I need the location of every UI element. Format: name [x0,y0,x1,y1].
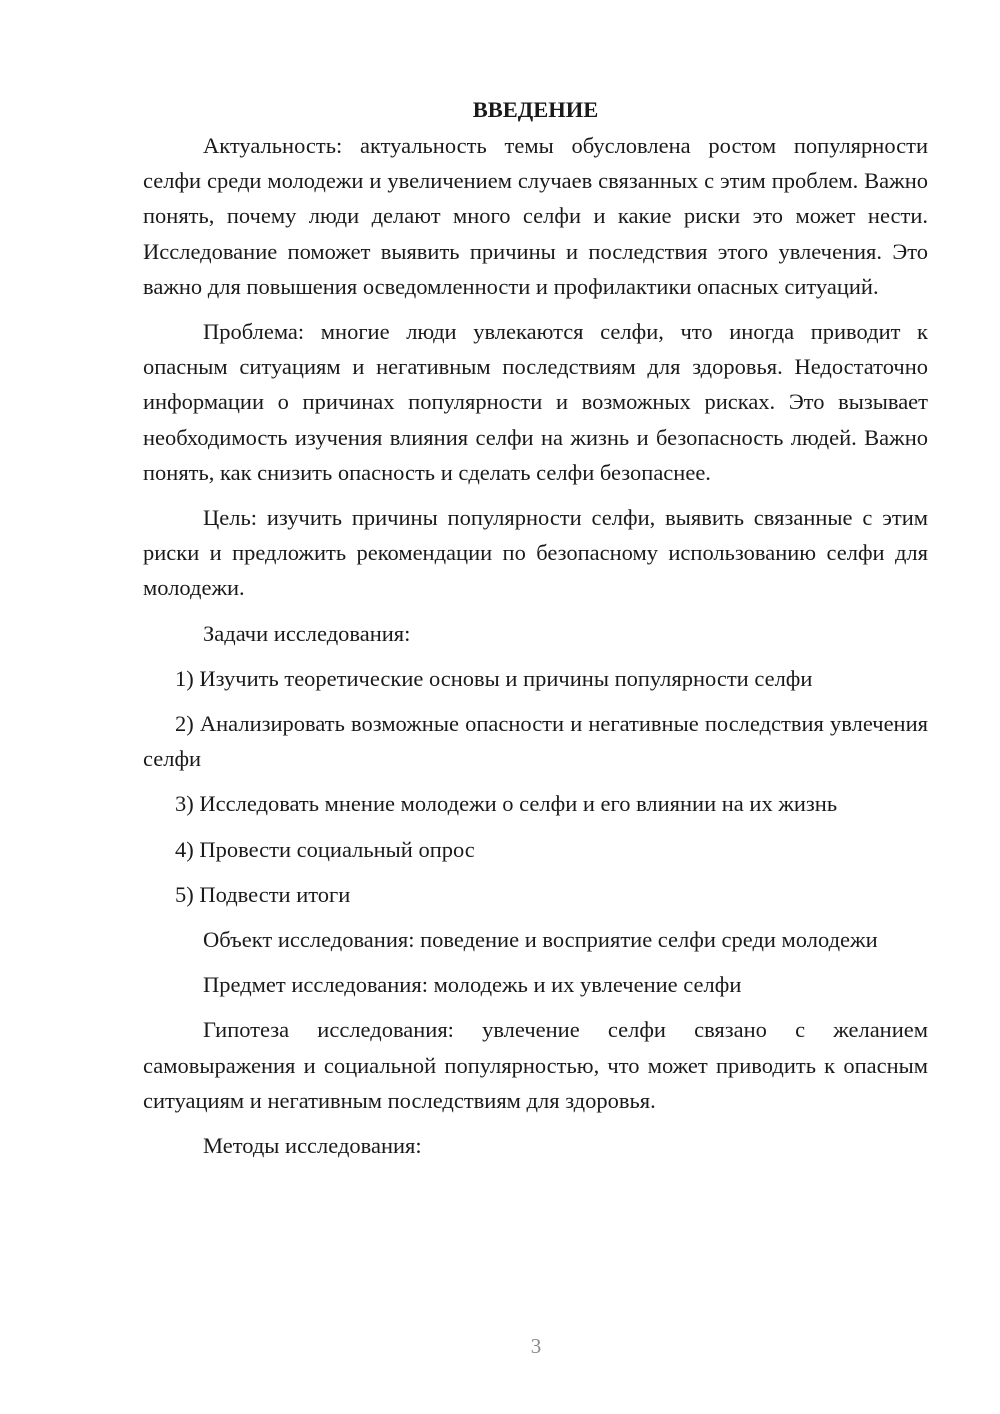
list-item: 4) Провести социальный опрос [175,836,475,862]
paragraph-subject: Предмет исследования: молодежь и их увлечение селфи [203,972,742,998]
paragraph-goal: Цель: изучить причины популярности селфи, выявить связанные с этим риски и предложить рекомендации по безопасному использованию селфи для молодежи. [143,505,928,601]
list-item: 2) Анализировать возможные опасности и негативные последствия увлечения селфи [143,711,928,772]
paragraph-problem: Проблема: многие люди увлекаются селфи, что иногда приводит к опасным ситуациям и негативным последствиям для здоровья. Недостаточно информации о причинах популярности и возможных рисках. Это вызывает необходимость изучения влияния селфи на жизнь и безопасность людей. Важно понять, как снизить опасность и сделать селфи безопаснее. [143,319,928,485]
document-page [143,92,928,1173]
tasks-list [143,661,928,912]
section-heading: ВВЕДЕНИЕ [472,97,599,122]
paragraph-tasks-heading: Задачи исследования: [203,620,411,646]
paragraph-hypothesis: Гипотеза исследования: увлечение селфи связано с желанием самовыражения и социальной популярностью, что может приводить к опасным ситуациям и негативным последствиям для здоровья. [143,1017,928,1113]
list-item: 1) Изучить теоретические основы и причины популярности селфи [175,665,813,691]
list-item: 5) Подвести итоги [175,881,351,907]
paragraph-relevance: Актуальность: актуальность темы обусловлена ростом популярности селфи среди молодежи и увеличением случаев связанных с этим проблем. Важно понять, почему люди делают много селфи и какие риски это может нести. Исследование поможет выявить причины и последствия этого увлечения. Это важно для повышения осведомленности и профилактики опасных ситуаций. [143,133,928,299]
list-item: 3) Исследовать мнение молодежи о селфи и его влиянии на их жизнь [175,791,838,817]
paragraph-methods: Методы исследования: [203,1133,422,1159]
paragraph-object: Объект исследования: поведение и восприятие селфи среди молодежи [203,927,878,953]
page-number: 3 [530,1334,542,1358]
